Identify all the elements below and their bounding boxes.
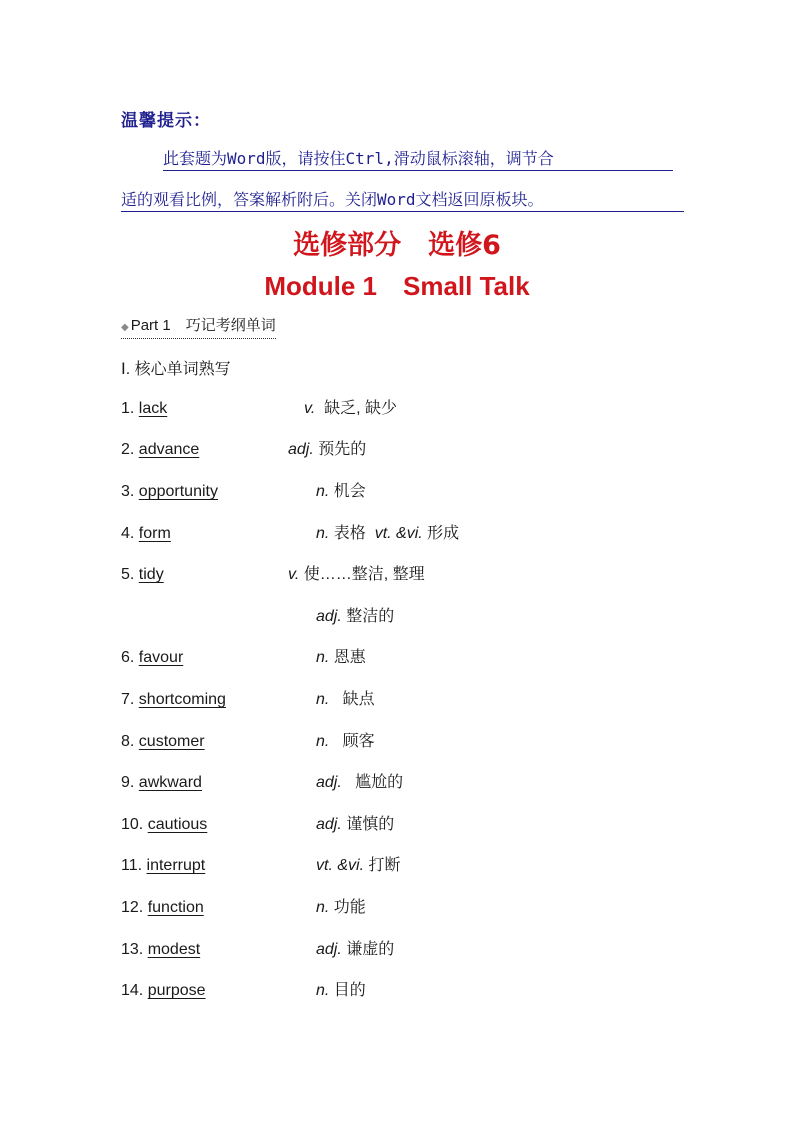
vocab-item	[121, 689, 226, 711]
vocab-definition	[316, 647, 366, 669]
meaning: 形成	[422, 525, 460, 542]
part-of-speech: n.	[316, 649, 330, 666]
vocab-item	[121, 523, 171, 545]
vocab-word: awkward	[138, 774, 202, 791]
vocab-definition	[316, 481, 366, 503]
vocab-item	[121, 439, 199, 461]
vocab-word: customer	[138, 733, 205, 750]
meaning: 功能	[329, 899, 366, 916]
vocab-word: purpose	[147, 982, 206, 999]
vocab-word: lack	[138, 400, 168, 417]
vocab-number: 9.	[121, 774, 135, 791]
vocab-definition	[316, 814, 394, 836]
tip-title: 温馨提示：	[121, 111, 211, 131]
meaning: 表格	[329, 525, 375, 542]
part-of-speech: n.	[316, 483, 330, 500]
part-of-speech: adj.	[316, 608, 342, 625]
vocab-word: form	[138, 525, 171, 542]
vocab-number: 4.	[121, 525, 135, 542]
part-of-speech: n.	[316, 899, 330, 916]
meaning: 尴尬的	[341, 774, 404, 791]
vocab-number: 8.	[121, 733, 135, 750]
vocab-number: 1.	[121, 400, 135, 417]
part-of-speech: v.	[288, 566, 300, 583]
vocab-definition	[304, 398, 397, 420]
vocab-definition	[316, 897, 366, 919]
tip-line-1: 此套题为Word版，请按住Ctrl,滑动鼠标滚轴，调节合	[163, 148, 673, 171]
vocab-item	[121, 897, 204, 919]
part-of-speech: adj.	[316, 941, 342, 958]
vocab-number: 2.	[121, 441, 135, 458]
section-heading: Ⅰ. 核心单词熟写	[121, 361, 231, 378]
tip-line-2: 适的观看比例，答案解析附后。关闭Word文档返回原板块。	[121, 189, 684, 212]
meaning: 缺乏, 缺少	[315, 400, 398, 417]
vocab-item	[121, 647, 183, 669]
vocab-item	[121, 814, 207, 836]
part-of-speech: n.	[316, 525, 330, 542]
vocab-item	[121, 731, 205, 753]
vocab-item	[121, 980, 206, 1002]
meaning: 打断	[364, 857, 401, 874]
vocab-number: 6.	[121, 649, 135, 666]
vocab-number: 11.	[121, 857, 143, 874]
vocab-number: 12.	[121, 899, 144, 916]
part-of-speech: n.	[316, 982, 330, 999]
vocab-definition	[316, 523, 459, 545]
vocab-word: shortcoming	[138, 691, 226, 708]
part-label	[121, 316, 276, 339]
meaning: 机会	[329, 483, 366, 500]
vocab-number: 14.	[121, 982, 144, 999]
vocab-word: opportunity	[138, 483, 218, 500]
part-of-speech: adj.	[316, 774, 342, 791]
diamond-icon: ◆	[121, 322, 129, 333]
meaning: 预先的	[313, 441, 367, 458]
vocab-definition	[316, 939, 394, 961]
meaning: 顾客	[329, 733, 375, 750]
vocab-number: 3.	[121, 483, 135, 500]
vocab-number: 13.	[121, 941, 144, 958]
title-english: Module 1 Small Talk	[264, 271, 530, 301]
meaning: 缺点	[329, 691, 375, 708]
part-label-text: Part 1 巧记考纲单词	[130, 317, 276, 334]
vocab-number: 10.	[121, 816, 144, 833]
part-of-speech: n.	[316, 733, 330, 750]
part-of-speech: vt. &vi.	[374, 525, 423, 542]
part-of-speech: vt. &vi.	[316, 857, 365, 874]
vocab-word: modest	[147, 941, 201, 958]
meaning: 目的	[329, 982, 366, 999]
vocab-word: favour	[138, 649, 184, 666]
title-chinese: 选修部分 选修6	[293, 230, 501, 261]
meaning: 使……整洁, 整理	[299, 566, 425, 583]
vocab-definition	[316, 731, 375, 753]
vocab-definition	[316, 689, 375, 711]
vocab-definition	[316, 772, 403, 794]
vocab-word: interrupt	[146, 857, 206, 874]
part-of-speech: v.	[304, 400, 316, 417]
vocab-item	[121, 481, 218, 503]
vocab-item	[121, 772, 202, 794]
vocab-item	[121, 564, 164, 586]
vocab-word: advance	[138, 441, 200, 458]
vocab-definition	[316, 980, 366, 1002]
vocab-word: tidy	[138, 566, 164, 583]
vocab-word: cautious	[147, 816, 208, 833]
vocab-number: 5.	[121, 566, 135, 583]
part-of-speech: adj.	[316, 816, 342, 833]
vocab-definition	[316, 855, 400, 877]
part-of-speech: adj.	[288, 441, 314, 458]
vocab-word: function	[147, 899, 204, 916]
vocab-item	[121, 855, 205, 877]
vocab-item	[121, 398, 167, 420]
vocab-definition	[288, 564, 425, 586]
vocab-number: 7.	[121, 691, 135, 708]
vocab-definition	[316, 606, 394, 628]
part-of-speech: n.	[316, 691, 330, 708]
vocab-definition	[288, 439, 366, 461]
vocab-item	[121, 939, 200, 961]
meaning: 恩惠	[329, 649, 366, 666]
meaning: 谨慎的	[341, 816, 395, 833]
meaning: 整洁的	[341, 608, 395, 625]
meaning: 谦虚的	[341, 941, 395, 958]
